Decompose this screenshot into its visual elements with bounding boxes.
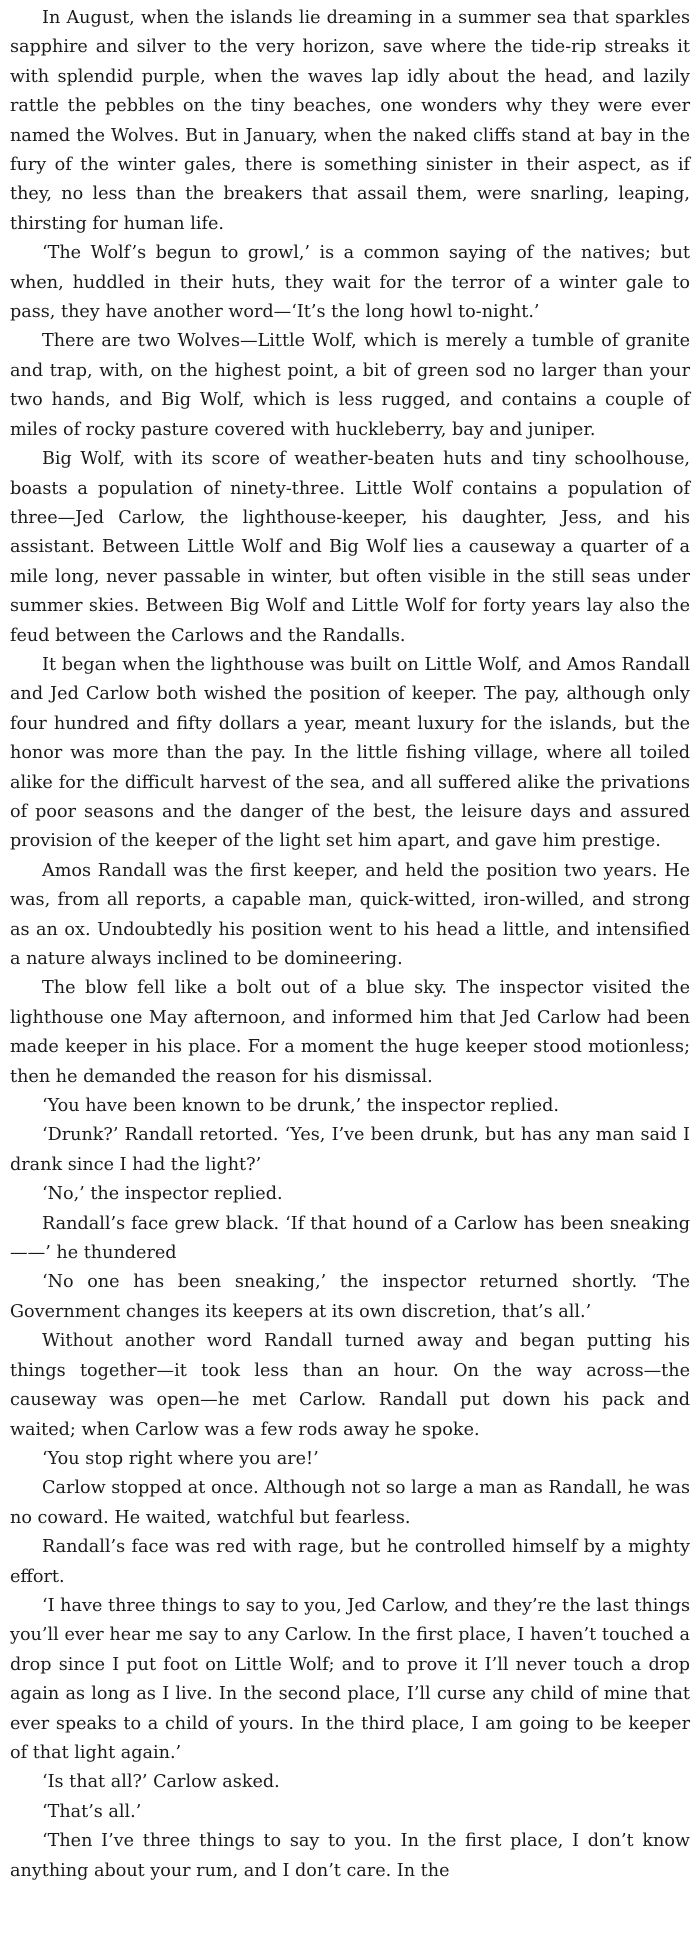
- paragraph: ‘No one has been sneaking,’ the inspector returned shortly. ‘The Government changes its keepers at its own discretion, that’s all.’: [10, 1272, 690, 1322]
- paragraph: ‘No,’ the inspector replied.: [42, 1184, 283, 1205]
- paragraph: ‘You stop right where you are!’: [42, 1448, 319, 1469]
- paragraph: There are two Wolves—Little Wolf, which is merely a tumble of granite and trap, with, on the highest point, a bit of green sod no larger than your two hands, and Big Wolf, which is less rugged, and contains a couple of miles of rocky pasture covered with huckleberry, bay and juniper.: [10, 331, 690, 440]
- paragraph: Amos Randall was the first keeper, and held the position two years. He was, from all reports, a capable man, quick-witted, iron-willed, and strong as an ox. Undoubtedly his position went to his head a little, and intensified a nature always inclined to be domineering.: [10, 860, 690, 969]
- paragraph: Randall’s face was red with rage, but he controlled himself by a mighty effort.: [10, 1537, 690, 1587]
- paragraph: It began when the lighthouse was built on Little Wolf, and Amos Randall and Jed Carlow both wished the position of keeper. The pay, although only four hundred and fifty dollars a year, meant luxury for the islands, but the honor was more than the pay. In the little fishing village, where all toiled alike for the difficult harvest of the sea, and all suffered alike the privations of poor seasons and the danger of the best, the leisure days and assured provision of the keeper of the light set him apart, and gave him prestige.: [10, 654, 690, 852]
- paragraph: The blow fell like a bolt out of a blue sky. The inspector visited the lighthouse one May afternoon, and informed him that Jed Carlow had been made keeper in his place. For a moment the huge keeper stood motionless; then he demanded the reason for his dismissal.: [10, 978, 690, 1087]
- paragraph: Randall’s face grew black. ‘If that hound of a Carlow has been sneaking——’ he thundered: [10, 1213, 690, 1264]
- paragraph: Without another word Randall turned away and began putting his things together—it took less than an hour. On the way across—the causeway was open—he met Carlow. Randall put down his pack and waited; when Carlow was a few rods away he spoke.: [10, 1331, 690, 1440]
- paragraph: In August, when the islands lie dreaming in a summer sea that sparkles sapphire and silver to the very horizon, save where the tide-rip streaks it with splendid purple, when the waves lap idly about the head, and lazily rattle the pebbles on the tiny beaches, one wonders why they were ever named the Wolves. But in January, when the naked cliffs stand at bay in the fury of the winter gales, there is something sinister in their aspect, as if they, no less than the breakers that assail them, were snarling, leaping, thirsting for human life.: [10, 8, 690, 234]
- paragraph: ‘Then I’ve three things to say to you. In the first place, I don’t know anything about your rum, and I don’t care. In the: [10, 1831, 690, 1881]
- paragraph: ‘Is that all?’ Carlow asked.: [42, 1772, 280, 1793]
- paragraph: ‘That’s all.’: [42, 1801, 142, 1822]
- paragraph: Big Wolf, with its score of weather-beaten huts and tiny schoolhouse, boasts a population of ninety-three. Little Wolf contains a population of three—Jed Carlow, the lighthouse-keeper, his daughter, Jess, and his assistant. Between Little Wolf and Big Wolf lies a causeway a quarter of a mile long, never passable in winter, but often visible in the still seas under summer skies. Between Big Wolf and Little Wolf for forty years lay also the feud between the Carlows and the Randalls.: [10, 449, 690, 646]
- paragraph: ‘I have three things to say to you, Jed Carlow, and they’re the last things you’ll ever hear me say to any Carlow. In the first place, I haven’t touched a drop since I put foot on Little Wolf; and to prove it I’ll never touch a drop again as long as I live. In the second place, I’ll curse any child of mine that ever speaks to a child of yours. In the third place, I am going to be keeper of that light again.’: [10, 1595, 690, 1763]
- paragraph: ‘You have been known to be drunk,’ the inspector replied.: [42, 1096, 560, 1117]
- paragraph: ‘The Wolf’s begun to growl,’ is a common saying of the natives; but when, huddled in their huts, they wait for the terror of a winter gale to pass, they have another word—‘It’s the long howl to-night.’: [10, 243, 690, 323]
- paragraph: Carlow stopped at once. Although not so large a man as Randall, he was no coward. He waited, watchful but fearless.: [10, 1478, 690, 1528]
- paragraph: ‘Drunk?’ Randall retorted. ‘Yes, I’ve been drunk, but has any man said I drank since I had the light?’: [10, 1125, 690, 1175]
